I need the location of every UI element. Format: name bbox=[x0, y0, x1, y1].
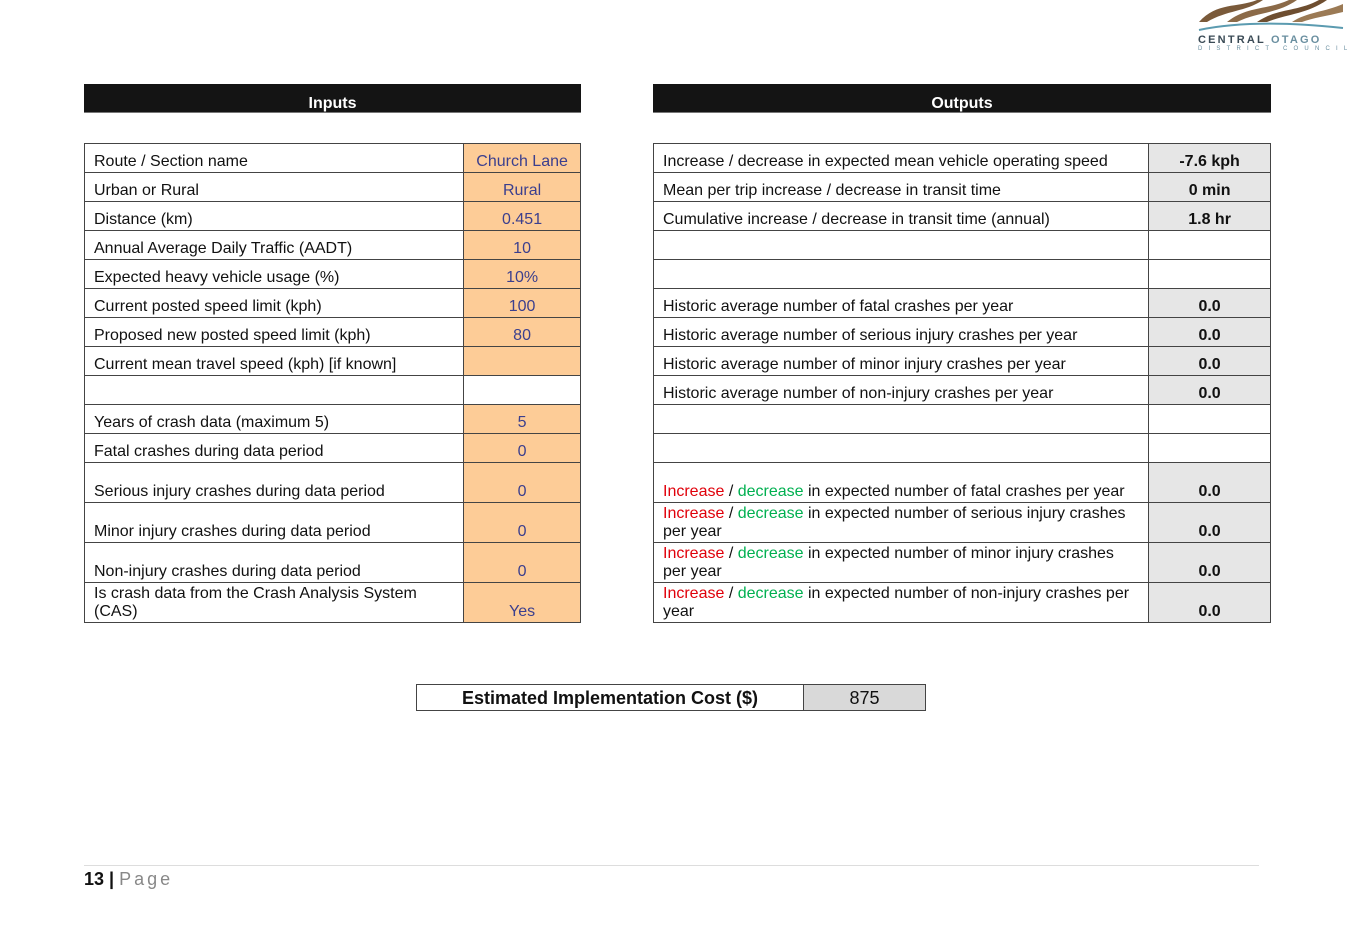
output-row bbox=[654, 202, 1271, 231]
output-value: 0.0 bbox=[1149, 347, 1271, 376]
decrease-word: decrease bbox=[737, 505, 804, 522]
logo-wordmark: CENTRAL OTAGO bbox=[1198, 34, 1322, 46]
crash-label-text: in expected number of fatal crashes per year bbox=[803, 483, 1125, 500]
cost-value: 875 bbox=[804, 685, 926, 711]
input-label: Serious injury crashes during data period bbox=[85, 463, 464, 503]
output-crash-label bbox=[654, 463, 1149, 503]
increase-word: Increase bbox=[663, 585, 725, 602]
output-crash-label bbox=[654, 543, 1149, 583]
output-label: Mean per trip increase / decrease in transit time bbox=[654, 173, 1149, 202]
output-row bbox=[654, 347, 1271, 376]
input-value[interactable]: 100 bbox=[464, 289, 581, 318]
increase-word: Increase bbox=[663, 483, 725, 500]
decrease-word: decrease bbox=[737, 483, 804, 500]
input-label: Minor injury crashes during data period bbox=[85, 503, 464, 543]
output-crash-row bbox=[654, 583, 1271, 623]
crash-label-text: in expected number of serious injury crashes per year bbox=[663, 505, 1126, 540]
input-value[interactable]: Rural bbox=[464, 173, 581, 202]
output-value bbox=[1149, 434, 1271, 463]
input-row bbox=[85, 434, 581, 463]
output-row bbox=[654, 231, 1271, 260]
crash-label-text: in expected number of non-injury crashes per year bbox=[663, 585, 1130, 620]
output-row bbox=[654, 260, 1271, 289]
input-value[interactable]: 0 bbox=[464, 543, 581, 583]
input-value[interactable]: 5 bbox=[464, 405, 581, 434]
input-label: Distance (km) bbox=[85, 202, 464, 231]
crash-label-text: in expected number of minor injury crashes per year bbox=[663, 545, 1114, 580]
input-label: Route / Section name bbox=[85, 144, 464, 173]
output-label: Historic average number of minor injury crashes per year bbox=[654, 347, 1149, 376]
output-label: Increase / decrease in expected mean vehicle operating speed bbox=[654, 144, 1149, 173]
input-label: Proposed new posted speed limit (kph) bbox=[85, 318, 464, 347]
output-value bbox=[1149, 231, 1271, 260]
slash-separator: / bbox=[724, 545, 738, 562]
slash-separator: / bbox=[724, 483, 738, 500]
output-label bbox=[654, 405, 1149, 434]
output-label: Historic average number of serious injury crashes per year bbox=[654, 318, 1149, 347]
output-label bbox=[654, 434, 1149, 463]
output-crash-row bbox=[654, 503, 1271, 543]
input-label: Expected heavy vehicle usage (%) bbox=[85, 260, 464, 289]
input-row bbox=[85, 231, 581, 260]
input-label: Urban or Rural bbox=[85, 173, 464, 202]
page-number: 13 bbox=[84, 869, 105, 889]
input-label: Fatal crashes during data period bbox=[85, 434, 464, 463]
output-value: 0.0 bbox=[1149, 318, 1271, 347]
output-value bbox=[1149, 405, 1271, 434]
input-value[interactable]: Yes bbox=[464, 583, 581, 623]
input-row bbox=[85, 144, 581, 173]
output-crash-value: 0.0 bbox=[1149, 463, 1271, 503]
input-row bbox=[85, 260, 581, 289]
footer-separator: | bbox=[104, 869, 120, 889]
output-label bbox=[654, 231, 1149, 260]
input-label: Is crash data from the Crash Analysis System (CAS) bbox=[85, 583, 464, 623]
input-value[interactable]: Church Lane bbox=[464, 144, 581, 173]
input-row bbox=[85, 405, 581, 434]
input-label: Years of crash data (maximum 5) bbox=[85, 405, 464, 434]
cost-table bbox=[416, 684, 926, 711]
output-row bbox=[654, 173, 1271, 202]
output-crash-label bbox=[654, 583, 1149, 623]
outputs-table bbox=[653, 143, 1271, 623]
footer-divider bbox=[84, 865, 1259, 866]
input-value[interactable] bbox=[464, 347, 581, 376]
output-crash-value: 0.0 bbox=[1149, 543, 1271, 583]
input-row bbox=[85, 347, 581, 376]
output-row bbox=[654, 434, 1271, 463]
input-label: Current posted speed limit (kph) bbox=[85, 289, 464, 318]
output-crash-value: 0.0 bbox=[1149, 503, 1271, 543]
output-row bbox=[654, 376, 1271, 405]
output-crash-label bbox=[654, 503, 1149, 543]
output-value: 0.0 bbox=[1149, 376, 1271, 405]
cost-label: Estimated Implementation Cost ($) bbox=[417, 685, 804, 711]
input-value[interactable]: 10% bbox=[464, 260, 581, 289]
input-row bbox=[85, 503, 581, 543]
input-row bbox=[85, 463, 581, 503]
decrease-word: decrease bbox=[737, 585, 804, 602]
logo-subtitle: DISTRICT COUNCIL bbox=[1198, 46, 1354, 52]
output-label bbox=[654, 260, 1149, 289]
input-row bbox=[85, 583, 581, 623]
output-label: Cumulative increase / decrease in transit time (annual) bbox=[654, 202, 1149, 231]
output-row bbox=[654, 405, 1271, 434]
output-crash-value: 0.0 bbox=[1149, 583, 1271, 623]
input-value[interactable]: 10 bbox=[464, 231, 581, 260]
input-value[interactable]: 0 bbox=[464, 503, 581, 543]
input-label: Non-injury crashes during data period bbox=[85, 543, 464, 583]
input-value[interactable]: 0 bbox=[464, 463, 581, 503]
output-row bbox=[654, 289, 1271, 318]
input-value[interactable]: 0.451 bbox=[464, 202, 581, 231]
output-label: Historic average number of fatal crashes per year bbox=[654, 289, 1149, 318]
output-label: Historic average number of non-injury crashes per year bbox=[654, 376, 1149, 405]
input-label bbox=[85, 376, 464, 405]
output-value: 1.8 hr bbox=[1149, 202, 1271, 231]
outputs-header: Outputs bbox=[653, 84, 1271, 113]
output-crash-row bbox=[654, 463, 1271, 503]
input-value[interactable]: 0 bbox=[464, 434, 581, 463]
page-word: Page bbox=[119, 869, 174, 889]
input-value[interactable]: 80 bbox=[464, 318, 581, 347]
output-value: -7.6 kph bbox=[1149, 144, 1271, 173]
input-row bbox=[85, 376, 581, 405]
input-label: Annual Average Daily Traffic (AADT) bbox=[85, 231, 464, 260]
output-value: 0 min bbox=[1149, 173, 1271, 202]
input-row bbox=[85, 173, 581, 202]
slash-separator: / bbox=[724, 585, 738, 602]
input-row bbox=[85, 202, 581, 231]
output-crash-row bbox=[654, 543, 1271, 583]
page-footer bbox=[84, 869, 173, 890]
input-value bbox=[464, 376, 581, 405]
output-row bbox=[654, 318, 1271, 347]
output-value: 0.0 bbox=[1149, 289, 1271, 318]
output-row bbox=[654, 144, 1271, 173]
inputs-table bbox=[84, 143, 581, 623]
output-value bbox=[1149, 260, 1271, 289]
input-row bbox=[85, 318, 581, 347]
slash-separator: / bbox=[724, 505, 738, 522]
input-row bbox=[85, 543, 581, 583]
input-label: Current mean travel speed (kph) [if known] bbox=[85, 347, 464, 376]
inputs-header: Inputs bbox=[84, 84, 581, 113]
increase-word: Increase bbox=[663, 545, 725, 562]
increase-word: Increase bbox=[663, 505, 725, 522]
input-row bbox=[85, 289, 581, 318]
decrease-word: decrease bbox=[737, 545, 804, 562]
